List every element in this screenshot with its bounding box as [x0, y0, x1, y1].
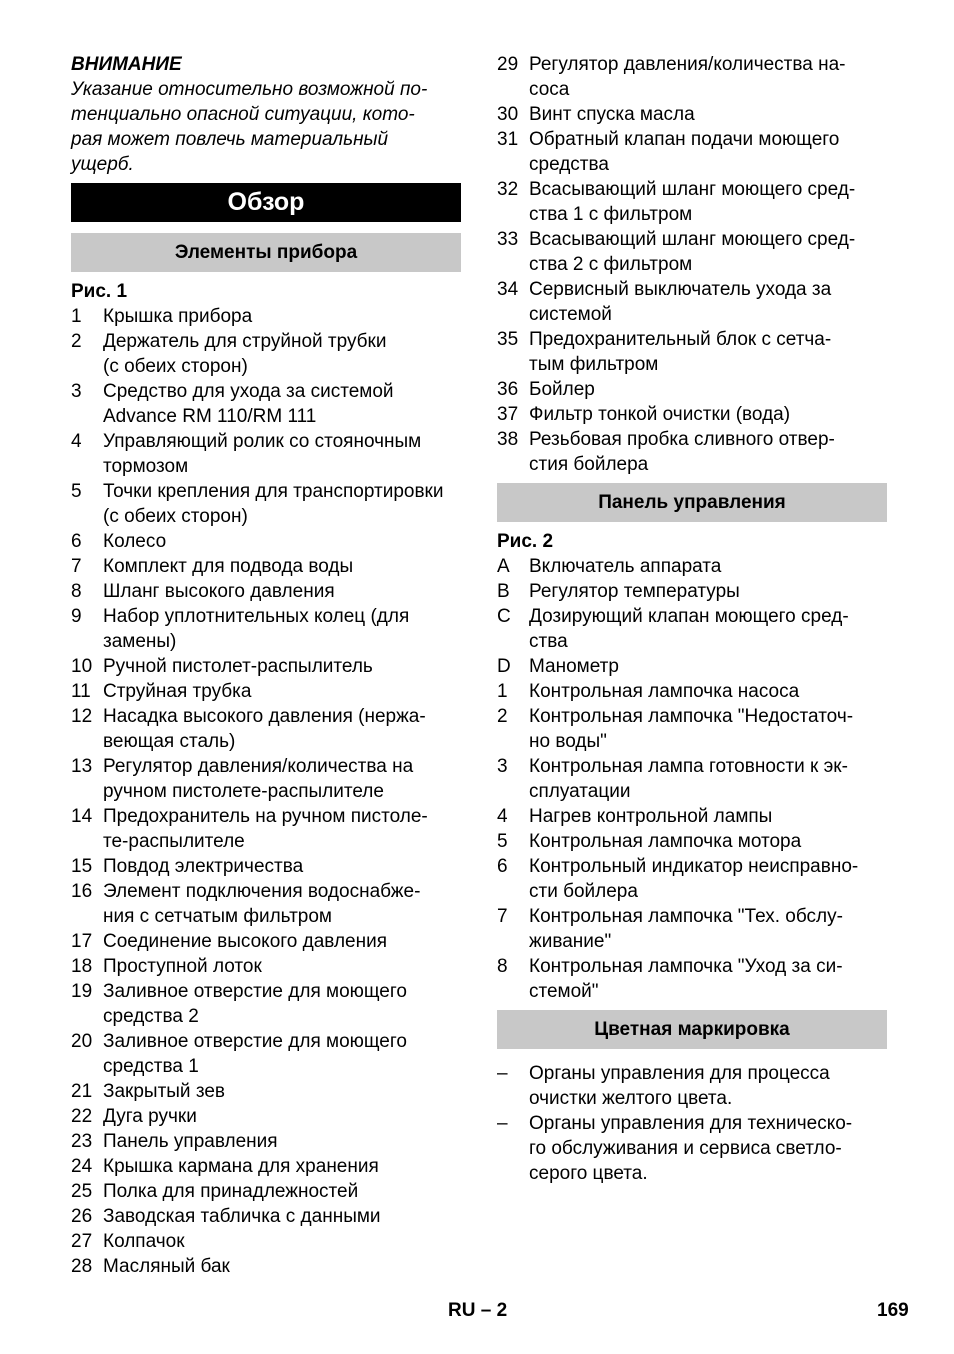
- item-number: 25: [71, 1181, 93, 1202]
- figure-label-2: Рис. 2: [497, 531, 554, 552]
- item-text-line: Контрольная лампа готовности к эк-: [529, 756, 848, 777]
- item-number: 21: [71, 1081, 93, 1102]
- list-item: [497, 327, 887, 377]
- item-text-line: системой: [529, 304, 612, 325]
- item-text-line: Держатель для струйной трубки: [103, 331, 387, 352]
- right-column: [497, 52, 887, 1186]
- item-number: D: [497, 656, 511, 677]
- subsection-title-color-coding: Цветная маркировка: [497, 1010, 887, 1049]
- item-text: [529, 1061, 887, 1111]
- item-text-line: стия бойлера: [529, 454, 649, 475]
- item-text: [103, 879, 461, 929]
- item-text: [103, 429, 461, 479]
- item-text-line: Комплект для подвода воды: [103, 556, 354, 577]
- item-text-line: Контрольная лампочка мотора: [529, 831, 802, 852]
- item-number: 7: [497, 906, 508, 927]
- item-number: C: [497, 606, 511, 627]
- item-text-line: Повдод электричества: [103, 856, 304, 877]
- list-item: [71, 1229, 461, 1254]
- item-number: 28: [71, 1256, 93, 1277]
- item-text-line: стемой": [529, 981, 599, 1002]
- list-item: [497, 754, 887, 804]
- list-item: [497, 52, 887, 102]
- item-number: 35: [497, 329, 519, 350]
- item-text: [103, 679, 461, 704]
- item-text: [529, 177, 887, 227]
- list-item: [71, 1254, 461, 1279]
- item-text: [529, 854, 887, 904]
- item-text-line: ства 2 с фильтром: [529, 254, 693, 275]
- item-text-line: Предохранительный блок с сетча-: [529, 329, 832, 350]
- item-text: [103, 329, 461, 379]
- item-text: [103, 554, 461, 579]
- item-text-line: серого цвета.: [529, 1163, 648, 1184]
- list-item: [497, 102, 887, 127]
- item-text: [103, 304, 461, 329]
- list-item: [497, 704, 887, 754]
- item-text: [103, 954, 461, 979]
- item-number: B: [497, 581, 510, 602]
- item-number: 6: [497, 856, 508, 877]
- item-text-line: Заливное отверстие для моющего: [103, 981, 407, 1002]
- item-number: 37: [497, 404, 519, 425]
- item-text: [103, 379, 461, 429]
- item-text-line: те-распылителе: [103, 831, 245, 852]
- warning-line: тенциально опасной ситуации, кото-: [71, 104, 415, 125]
- item-number: 38: [497, 429, 519, 450]
- item-text-line: ния с сетчатым фильтром: [103, 906, 332, 927]
- list-item: [71, 379, 461, 429]
- item-text: [103, 754, 461, 804]
- list-item: [497, 402, 887, 427]
- item-text-line: Масляный бак: [103, 1256, 230, 1277]
- item-text: [103, 1254, 461, 1279]
- item-text: [529, 604, 887, 654]
- item-text-line: Дозирующий клапан моющего сред-: [529, 606, 849, 627]
- item-text-line: Контрольная лампочка "Уход за си-: [529, 956, 843, 977]
- item-number: 22: [71, 1106, 93, 1127]
- item-text: [529, 704, 887, 754]
- item-text: [529, 102, 887, 127]
- item-text-line: Контрольная лампочка "Тех. обслу-: [529, 906, 843, 927]
- item-text: [529, 754, 887, 804]
- item-text-line: Фильтр тонкой очистки (вода): [529, 404, 791, 425]
- list-item: [71, 979, 461, 1029]
- item-text-line: Advance RM 110/RM 111: [103, 406, 317, 427]
- item-text: [529, 554, 887, 579]
- item-number: 1: [71, 306, 82, 327]
- item-text-line: Средство для ухода за системой: [103, 381, 394, 402]
- list-item: [71, 329, 461, 379]
- list-item: [497, 954, 887, 1004]
- item-text-line: Панель управления: [103, 1131, 278, 1152]
- list-item: [71, 879, 461, 929]
- item-text-line: Управляющий ролик со стояночным: [103, 431, 422, 452]
- item-text-line: Колесо: [103, 531, 167, 552]
- item-text: [103, 479, 461, 529]
- figure-label-1: Рис. 1: [71, 281, 128, 302]
- item-text: [529, 829, 887, 854]
- item-number: 18: [71, 956, 93, 977]
- item-text: [103, 1154, 461, 1179]
- item-text: [103, 929, 461, 954]
- item-number: 33: [497, 229, 519, 250]
- item-text-line: средства 1: [103, 1056, 199, 1077]
- item-text-line: Манометр: [529, 656, 619, 677]
- list-item: [497, 904, 887, 954]
- item-text: [529, 127, 887, 177]
- item-number: 7: [71, 556, 82, 577]
- item-text-line: Дуга ручки: [103, 1106, 197, 1127]
- item-text-line: Насадка высокого давления (нержа-: [103, 706, 426, 727]
- item-number: 17: [71, 931, 93, 952]
- item-number: 3: [497, 756, 508, 777]
- list-item: [71, 704, 461, 754]
- item-number: 13: [71, 756, 93, 777]
- item-text: [529, 227, 887, 277]
- item-number: 31: [497, 129, 519, 150]
- item-text: [103, 1179, 461, 1204]
- list-item: [497, 604, 887, 654]
- list-item: [497, 804, 887, 829]
- item-text: [529, 1111, 887, 1186]
- subsection-title-elements: Элементы прибора: [71, 233, 461, 272]
- item-text-line: Всасывающий шланг моющего сред-: [529, 229, 856, 250]
- item-number: 34: [497, 279, 519, 300]
- item-text: [529, 402, 887, 427]
- item-text-line: Органы управления для процесса: [529, 1063, 830, 1084]
- item-number: 8: [71, 581, 82, 602]
- item-text: [103, 579, 461, 604]
- list-item: [71, 954, 461, 979]
- elements-list: [71, 304, 461, 1279]
- item-text-line: Элемент подключения водоснабже-: [103, 881, 421, 902]
- item-text-line: веющая сталь): [103, 731, 236, 752]
- item-text-line: Точки крепления для транспортировки: [103, 481, 444, 502]
- item-text-line: Струйная трубка: [103, 681, 252, 702]
- item-text: [103, 1104, 461, 1129]
- list-item: [71, 579, 461, 604]
- list-item: [71, 604, 461, 654]
- item-number: 1: [497, 681, 508, 702]
- item-number: 3: [71, 381, 82, 402]
- item-text-line: средства: [529, 154, 609, 175]
- item-text-line: Регулятор температуры: [529, 581, 740, 602]
- warning-line: рая может повлечь материальный: [71, 129, 389, 150]
- list-item: [497, 427, 887, 477]
- item-number: 8: [497, 956, 508, 977]
- item-text-line: Регулятор давления/количества на-: [529, 54, 846, 75]
- item-text-line: замены): [103, 631, 177, 652]
- item-text-line: Обратный клапан подачи моющего: [529, 129, 840, 150]
- list-item: [71, 1029, 461, 1079]
- item-text: [529, 679, 887, 704]
- list-item: [497, 854, 887, 904]
- warning-line: Указание относительно возможной по-: [71, 79, 428, 100]
- item-number: –: [497, 1063, 508, 1084]
- item-number: 14: [71, 806, 93, 827]
- item-text-line: Соединение высокого давления: [103, 931, 387, 952]
- color-coding-list: [497, 1061, 887, 1186]
- item-text-line: но воды": [529, 731, 607, 752]
- item-text-line: тым фильтром: [529, 354, 659, 375]
- list-item: [71, 654, 461, 679]
- item-text: [103, 804, 461, 854]
- item-number: 2: [497, 706, 508, 727]
- item-text: [529, 579, 887, 604]
- item-text: [529, 52, 887, 102]
- item-number: 29: [497, 54, 519, 75]
- item-text-line: очистки желтого цвета.: [529, 1088, 733, 1109]
- item-text-line: Контрольная лампочка "Недостаточ-: [529, 706, 854, 727]
- item-text: [529, 277, 887, 327]
- item-text-line: Регулятор давления/количества на: [103, 756, 414, 777]
- list-item: [71, 804, 461, 854]
- item-text-line: живание": [529, 931, 612, 952]
- list-item: [71, 854, 461, 879]
- list-item: [71, 929, 461, 954]
- item-number: 19: [71, 981, 93, 1002]
- list-item: [497, 829, 887, 854]
- list-item: [71, 529, 461, 554]
- item-text: [103, 654, 461, 679]
- item-text-line: Винт спуска масла: [529, 104, 695, 125]
- item-number: –: [497, 1113, 508, 1134]
- item-number: 30: [497, 104, 519, 125]
- list-item: [71, 754, 461, 804]
- item-text-line: (с обеих сторон): [103, 506, 248, 527]
- item-text-line: Всасывающий шланг моющего сред-: [529, 179, 856, 200]
- item-number: 27: [71, 1231, 93, 1252]
- item-text-line: Нагрев контрольной лампы: [529, 806, 773, 827]
- warning-line: ущерб.: [71, 154, 134, 175]
- item-text-line: Контрольный индикатор неисправно-: [529, 856, 859, 877]
- item-text-line: тормозом: [103, 456, 189, 477]
- list-item: [497, 654, 887, 679]
- item-text-line: соса: [529, 79, 570, 100]
- item-number: 36: [497, 379, 519, 400]
- list-item: [497, 227, 887, 277]
- item-text: [103, 704, 461, 754]
- item-text: [103, 1079, 461, 1104]
- item-text-line: сти бойлера: [529, 881, 638, 902]
- list-item: [71, 1179, 461, 1204]
- footer-section-label: RU – 2: [448, 1300, 508, 1321]
- list-item: [71, 679, 461, 704]
- list-item: [497, 377, 887, 402]
- item-text: [529, 804, 887, 829]
- item-text-line: Сервисный выключатель ухода за: [529, 279, 832, 300]
- list-item: [497, 1111, 887, 1186]
- list-item: [497, 177, 887, 227]
- item-number: 4: [497, 806, 508, 827]
- item-text-line: Крышка прибора: [103, 306, 253, 327]
- item-text-line: Органы управления для техническо-: [529, 1113, 853, 1134]
- item-number: 2: [71, 331, 82, 352]
- item-number: 32: [497, 179, 519, 200]
- item-text: [529, 327, 887, 377]
- item-number: 16: [71, 881, 93, 902]
- item-number: 4: [71, 431, 82, 452]
- item-text: [103, 1204, 461, 1229]
- list-item: [71, 1154, 461, 1179]
- item-text: [103, 1229, 461, 1254]
- list-item: [71, 1204, 461, 1229]
- item-number: 20: [71, 1031, 93, 1052]
- item-text-line: сплуатации: [529, 781, 631, 802]
- elements-list-continued: [497, 52, 887, 477]
- item-number: 11: [71, 681, 91, 702]
- item-text: [103, 1129, 461, 1154]
- item-text-line: (с обеих сторон): [103, 356, 248, 377]
- item-number: 10: [71, 656, 93, 677]
- item-text-line: Предохранитель на ручном пистоле-: [103, 806, 428, 827]
- item-number: 12: [71, 706, 93, 727]
- item-text-line: Включатель аппарата: [529, 556, 722, 577]
- item-text-line: Полка для принадлежностей: [103, 1181, 359, 1202]
- item-text-line: Крышка кармана для хранения: [103, 1156, 379, 1177]
- item-number: 5: [497, 831, 508, 852]
- item-text-line: Ручной пистолет-распылитель: [103, 656, 373, 677]
- item-text: [103, 854, 461, 879]
- subsection-title-control-panel: Панель управления: [497, 483, 887, 522]
- list-item: [71, 1129, 461, 1154]
- item-text: [529, 904, 887, 954]
- item-text-line: Контрольная лампочка насоса: [529, 681, 800, 702]
- item-text-line: средства 2: [103, 1006, 199, 1027]
- item-text: [103, 1029, 461, 1079]
- item-text-line: Колпачок: [103, 1231, 185, 1252]
- item-number: 6: [71, 531, 82, 552]
- list-item: [71, 1079, 461, 1104]
- item-number: 26: [71, 1206, 93, 1227]
- list-item: [71, 304, 461, 329]
- list-item: [497, 679, 887, 704]
- left-column: [71, 52, 461, 1279]
- list-item: [71, 429, 461, 479]
- item-text: [529, 654, 887, 679]
- list-item: [497, 1061, 887, 1111]
- list-item: [497, 579, 887, 604]
- item-text: [103, 979, 461, 1029]
- item-number: 9: [71, 606, 82, 627]
- item-text-line: Закрытый зев: [103, 1081, 225, 1102]
- item-text-line: Проступной лоток: [103, 956, 262, 977]
- item-text-line: Резьбовая пробка сливного отвер-: [529, 429, 835, 450]
- item-number: A: [497, 556, 510, 577]
- page-number: 169: [877, 1300, 909, 1321]
- item-number: 15: [71, 856, 93, 877]
- section-title-overview: Обзор: [71, 183, 461, 222]
- list-item: [497, 127, 887, 177]
- item-number: 23: [71, 1131, 93, 1152]
- list-item: [497, 277, 887, 327]
- item-text: [529, 954, 887, 1004]
- item-text-line: Бойлер: [529, 379, 595, 400]
- item-text: [529, 377, 887, 402]
- list-item: [71, 479, 461, 529]
- item-text-line: Заливное отверстие для моющего: [103, 1031, 407, 1052]
- item-text-line: го обслуживания и сервиса светло-: [529, 1138, 842, 1159]
- item-text: [529, 427, 887, 477]
- item-number: 5: [71, 481, 82, 502]
- item-text-line: Заводская табличка с данными: [103, 1206, 381, 1227]
- item-text-line: ручном пистолете-распылителе: [103, 781, 384, 802]
- list-item: [71, 1104, 461, 1129]
- control-panel-list: [497, 554, 887, 1004]
- item-number: 24: [71, 1156, 93, 1177]
- list-item: [71, 554, 461, 579]
- item-text-line: Шланг высокого давления: [103, 581, 335, 602]
- item-text: [103, 604, 461, 654]
- warning-title: ВНИМАНИЕ: [71, 54, 182, 75]
- item-text: [103, 529, 461, 554]
- list-item: [497, 554, 887, 579]
- item-text-line: ства 1 с фильтром: [529, 204, 693, 225]
- item-text-line: Набор уплотнительных колец (для: [103, 606, 410, 627]
- item-text-line: ства: [529, 631, 568, 652]
- warning-text: [71, 77, 461, 177]
